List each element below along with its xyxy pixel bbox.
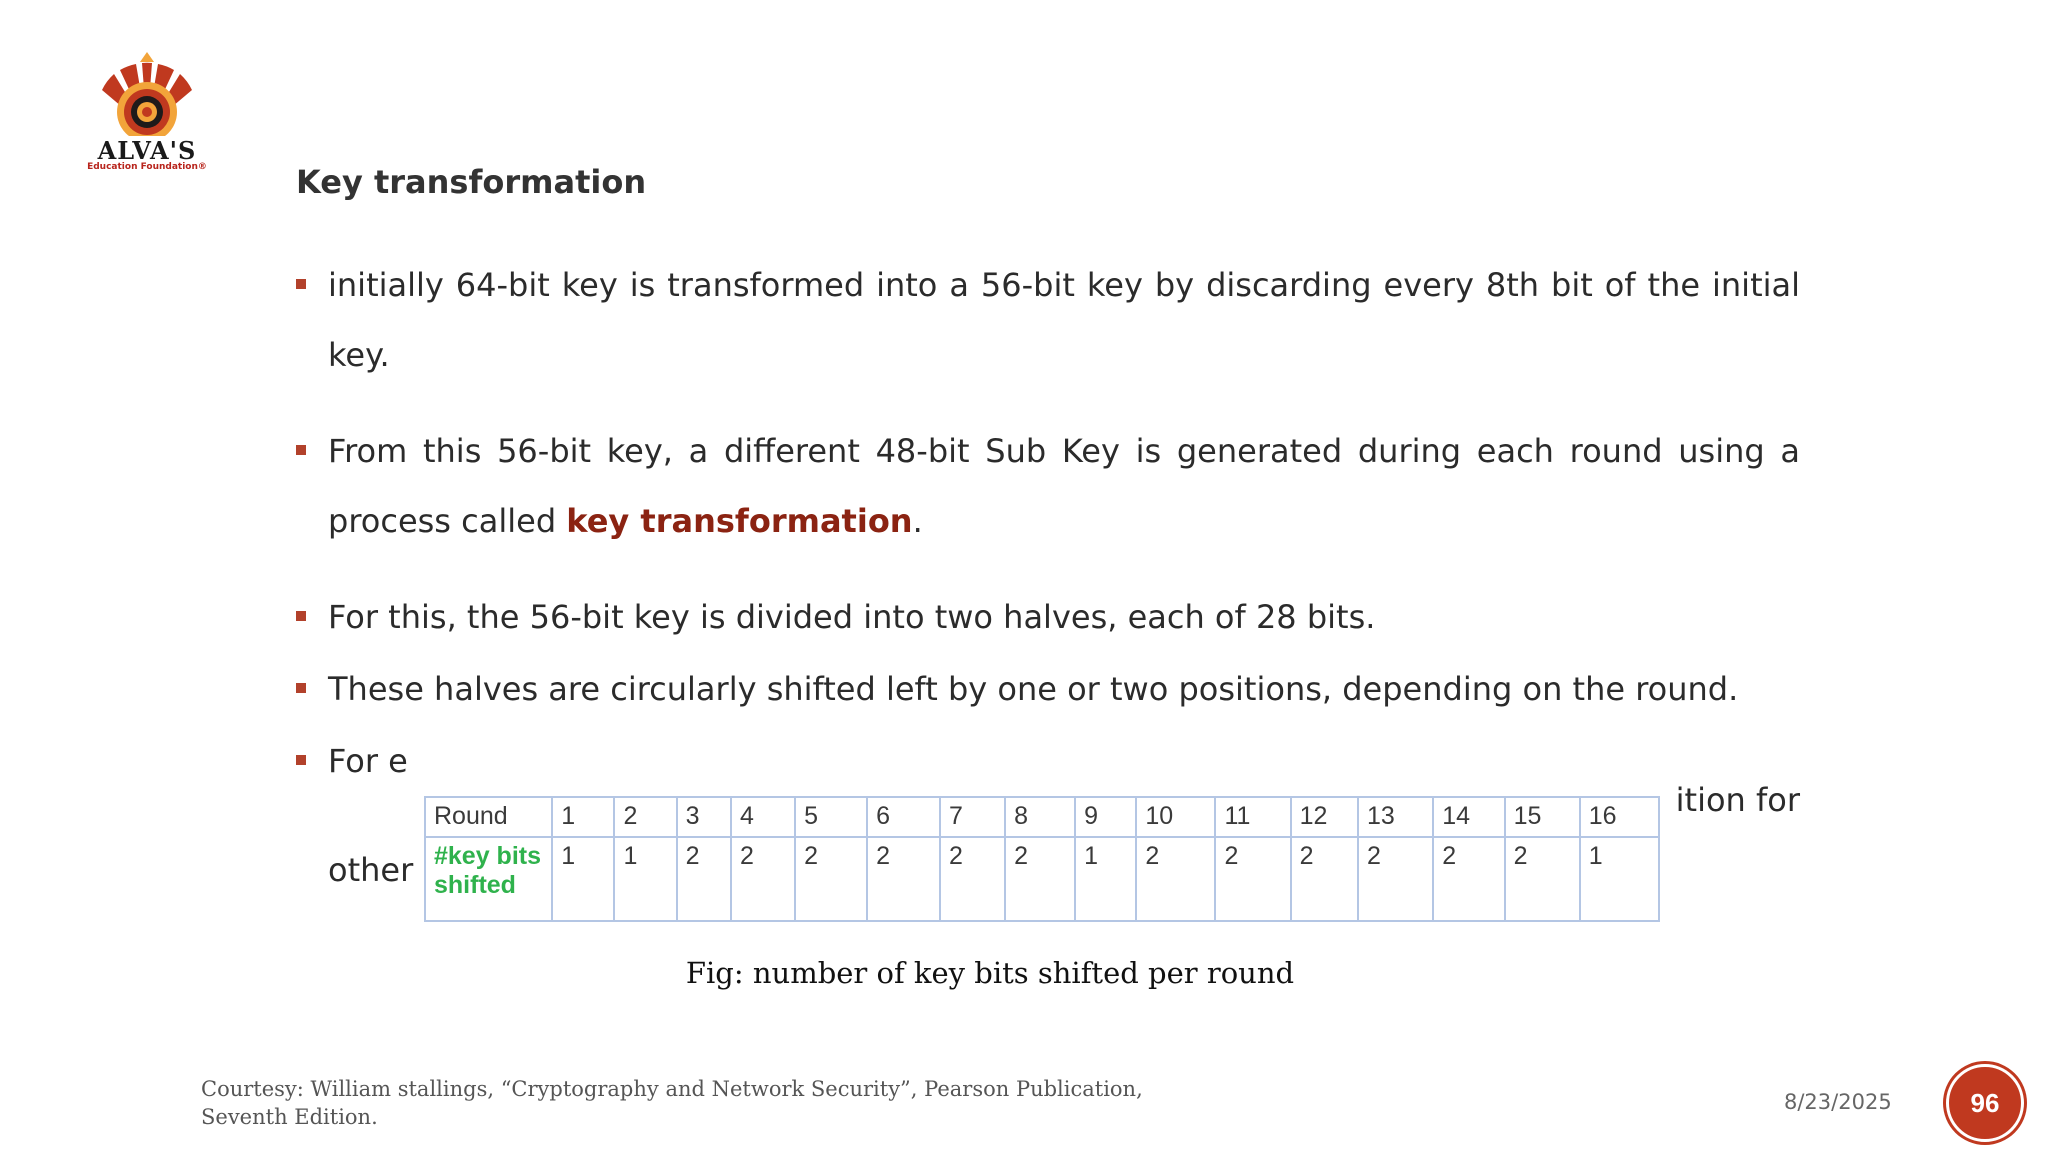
round-cell: 9 [1075,797,1136,837]
shift-cell: 2 [677,837,731,921]
key-shift-figure [424,796,1660,936]
shift-cell: 2 [1291,837,1358,921]
round-cell: 8 [1005,797,1075,837]
bullet-item [296,416,1800,556]
table-row-round [425,797,1659,837]
round-cell: 16 [1580,797,1659,837]
bullet-item [296,582,1800,652]
shift-cell: 2 [867,837,940,921]
round-cell: 11 [1215,797,1290,837]
shift-cell: 1 [552,837,614,921]
round-cell: 5 [795,797,867,837]
bullet-text-end: . [912,502,923,540]
bullet-tail-line1: ition for [1675,781,1800,819]
courtesy-line: Courtesy: William stallings, “Cryptography and Network Security”, Pearson Publication, [201,1077,1143,1101]
shift-cell: 2 [1505,837,1580,921]
round-cell: 1 [552,797,614,837]
row-label-round: Round [425,797,552,837]
round-cell: 2 [614,797,676,837]
bullet-text: For e [328,742,408,780]
round-cell: 7 [940,797,1005,837]
shift-cell: 1 [614,837,676,921]
page-number-badge: 96 [1946,1064,2024,1142]
shift-cell: 2 [1136,837,1215,921]
bullet-text: These halves are circularly shifted left by one or two positions, depending on the round. [328,670,1739,708]
shift-cell: 2 [1433,837,1504,921]
round-cell: 15 [1505,797,1580,837]
bullet-text: For this, the 56-bit key is divided into two halves, each of 28 bits. [328,598,1376,636]
shift-cell: 2 [940,837,1005,921]
shift-cell: 2 [1358,837,1433,921]
round-cell: 12 [1291,797,1358,837]
slide-title: Key transformation [296,163,647,201]
shift-cell: 2 [795,837,867,921]
round-cell: 4 [731,797,795,837]
shift-cell: 1 [1580,837,1659,921]
key-shift-table [424,796,1660,922]
logo-emblem-icon [72,50,222,136]
round-cell: 6 [867,797,940,837]
bullet-item-partial [296,726,1800,796]
bullet-item [296,654,1800,724]
row-label-shifts: #key bits shifted [425,837,552,921]
figure-caption: Fig: number of key bits shifted per round [685,956,1295,990]
logo-subtitle: Education Foundation® [87,162,207,172]
bullet-list [296,250,1800,796]
alvas-logo [72,50,222,176]
shift-cell: 2 [1215,837,1290,921]
courtesy-note [201,1075,1201,1131]
bullet-item [296,250,1800,390]
courtesy-line: Seventh Edition. [201,1105,378,1129]
round-cell: 13 [1358,797,1433,837]
logo-name: ALVA'S [97,136,197,165]
round-cell: 10 [1136,797,1215,837]
bullet-tail-line2: other [328,851,414,889]
slide-date: 8/23/2025 [1784,1090,1892,1114]
bullet-text: From this 56-bit key, a different 48-bit Sub Key is generated during each round using a process called [328,432,1800,540]
table-row-shifts [425,837,1659,921]
shift-cell: 2 [1005,837,1075,921]
shift-cell: 1 [1075,837,1136,921]
round-cell: 3 [677,797,731,837]
highlighted-term: key transformation [566,502,913,540]
round-cell: 14 [1433,797,1504,837]
shift-cell: 2 [731,837,795,921]
bullet-text: initially 64-bit key is transformed into a 56-bit key by discarding every 8th bit of the initial key. [328,266,1800,374]
